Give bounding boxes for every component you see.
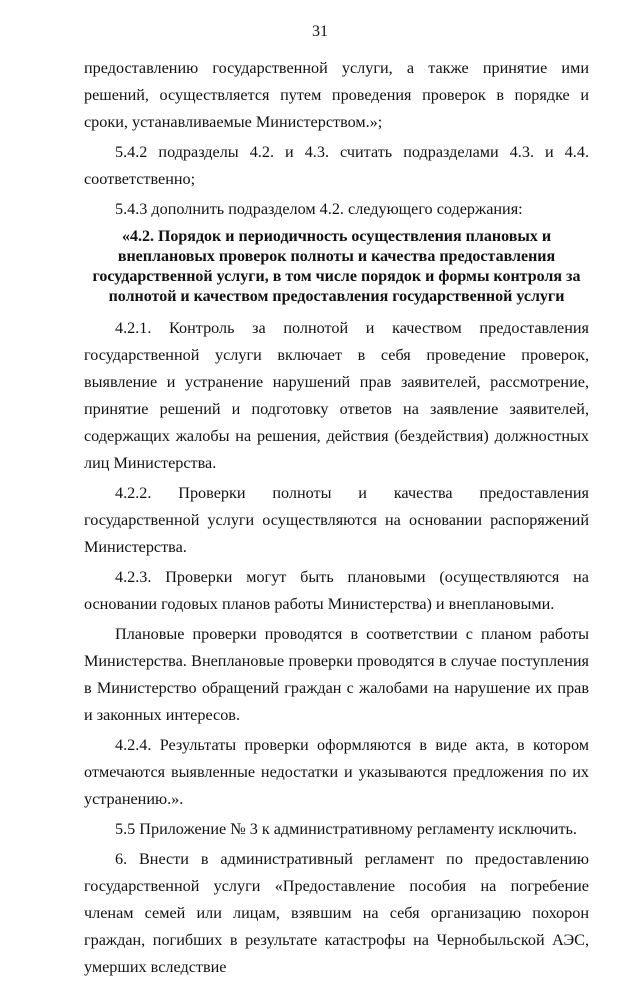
paragraph-5-5: 5.5 Приложение № 3 к административному регламенту исключить. <box>115 820 577 838</box>
paragraph-planned-checks: Плановые проверки проводятся в соответствии с планом работы Министерства. Внеплановые проверки проводятся в случае поступления в Министерство обращений граждан с жалобами на нарушение их прав и законных интересов. <box>84 625 589 724</box>
paragraph-4-2-4: 4.2.4. Результаты проверки оформляются в виде акта, в котором отмечаются выявленные недостатки и указываются предложения по их устранению.». <box>84 736 589 808</box>
paragraph-6: 6. Внести в административный регламент по предоставлению государственной услуги «Предоставление пособия на погребение членам семей или лицам, взявшим на себя организацию похорон граждан, погибших в результате катастрофы на Чернобыльской АЭС, умерших вследствие <box>84 850 589 976</box>
paragraph-4-2-2: 4.2.2. Проверки полноты и качества предоставления государственной услуги осуществляются на основании распоряжений Министерства. <box>84 484 589 556</box>
paragraph-4-2-3: 4.2.3. Проверки могут быть плановыми (осуществляются на основании годовых планов работы Министерства) и внеплановыми. <box>84 568 589 613</box>
paragraph-5-4-3: 5.4.3 дополнить подразделом 4.2. следующего содержания: <box>115 200 523 218</box>
page-number: 31 <box>312 23 328 40</box>
section-heading-4-2: «4.2. Порядок и периодичность осуществления плановых и внеплановых проверок полноты и качества предоставления государственной услуги, в том числе порядок и формы контроля за полнотой и качеством предоставления государственной услуги <box>92 228 581 305</box>
paragraph-5-4-2: 5.4.2 подразделы 4.2. и 4.3. считать подразделами 4.3. и 4.4. соответственно; <box>84 143 589 188</box>
paragraph-4-2-1: 4.2.1. Контроль за полнотой и качеством предоставления государственной услуги включает в себя проведение проверок, выявление и устранение нарушений прав заявителей, рассмотрение, принятие решений и подготовку ответов на заявление заявителей, содержащих жалобы на решения, действия (бездействия) должностных лиц Министерства. <box>84 319 589 472</box>
paragraph-continuation: предоставлению государственной услуги, а также принятие ими решений, осуществляется путем проведения проверок в порядке и сроки, устанавливаемые Министерством.»; <box>84 59 589 131</box>
document-body <box>84 55 589 981</box>
